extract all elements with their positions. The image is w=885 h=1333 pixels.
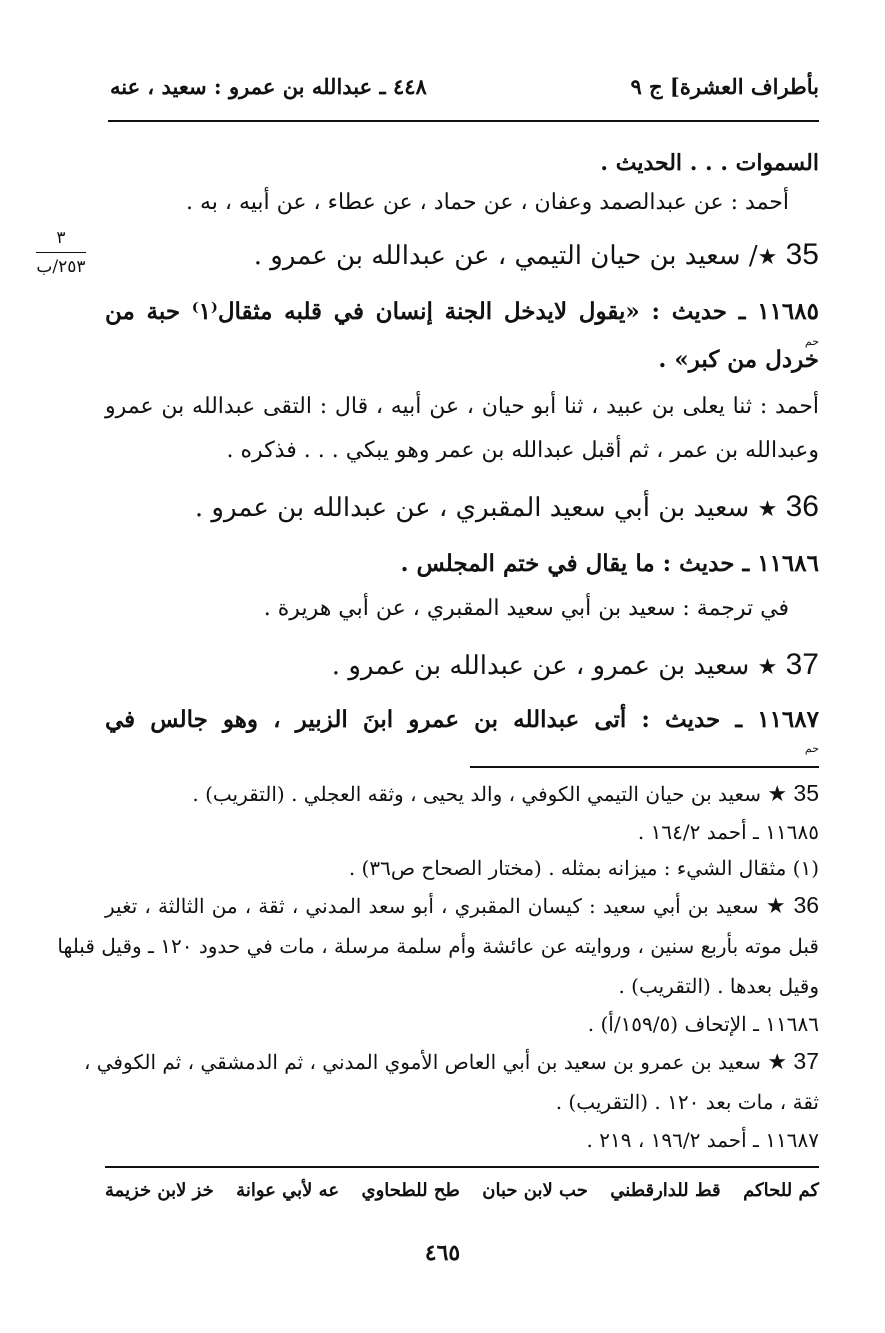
legend-item: طح للطحاوي [361, 1180, 460, 1201]
footnote-text: سعيد بن عمرو بن سعيد بن أبي العاص الأموي المدني ، ثم الدمشقي ، ثم الكوفي ، [83, 1050, 761, 1074]
entry-text: سعيد بن أبي سعيد المقبري ، عن عبدالله بن عمرو . [194, 493, 750, 523]
footnote-text: سعيد بن أبي سعيد : كيسان المقبري ، أبو سعد المدني ، ثقة ، من الثالثة ، تغير [105, 894, 759, 918]
legend-item: كم للحاكم [743, 1180, 819, 1201]
ahmad-line-a: أحمد : ثنا يعلى بن عبيد ، ثنا أبو حيان ، عن أبيه ، قال : التقى عبدالله بن عمرو [105, 394, 819, 419]
star-icon: ★ [757, 245, 778, 270]
star-icon: ★ [757, 497, 778, 522]
margin-note-divider [36, 252, 86, 253]
star-icon: ★ [767, 1050, 788, 1075]
hadith-11687: ١١٦٨٧ ـ حديث : أتى عبدالله بن عمرو ابنَ الزبير ، وهو جالس في [105, 706, 819, 733]
entry-number: 36 [785, 490, 819, 523]
body-line-2: أحمد : عن عبدالصمد وعفان ، عن حماد ، عن عطاء ، عن أبيه ، به . [185, 190, 789, 215]
legend-rule [105, 1166, 819, 1168]
footnote-rule [470, 766, 819, 768]
entry-36 [195, 490, 819, 524]
footnote-36-b: قبل موته بأربع سنين ، وروايته عن عائشة وأم سلمة مرسلة ، مات في حدود ١٢٠ ـ وقيل قبلها [57, 934, 819, 958]
footnote-number: 36 [793, 892, 820, 918]
source-mark-hm-2: حم [804, 742, 819, 755]
ahmad-line-b: وعبدالله بن عمر ، ثم أقبل عبدالله بن عمر وهو يبكي . . . فذكره . [226, 438, 819, 463]
footnote-36-a [105, 892, 819, 919]
footnote-11686: ١١٦٨٦ ـ الإتحاف (١٥٩/٥/أ) . [587, 1012, 819, 1036]
footnote-36-c: وقيل بعدها . (التقريب) . [618, 974, 819, 998]
margin-note-bottom: ٢٥٣/ب [36, 257, 86, 277]
entry-37 [332, 648, 819, 682]
margin-note-top: ٣ [56, 228, 66, 248]
abbreviation-legend [105, 1180, 819, 1201]
header-rule [108, 120, 819, 122]
hadith-11685-line-b: خردل من كبر» . [658, 346, 819, 373]
footnote-37-a [83, 1048, 819, 1075]
running-header-section: ٤٤٨ ـ عبدالله بن عمرو : سعيد ، عنه [110, 74, 427, 99]
entry-text: / سعيد بن حيان التيمي ، عن عبدالله بن عمرو . [253, 241, 758, 271]
star-icon: ★ [757, 655, 778, 680]
running-header-title: بأطراف العشرة] ج ٩ [630, 74, 819, 99]
footnote-11685: ١١٦٨٥ ـ أحمد ١٦٤/٢ . [637, 820, 819, 844]
footnote-11687: ١١٦٨٧ ـ أحمد ١٩٦/٢ ، ٢١٩ . [586, 1128, 819, 1152]
entry-number: 35 [785, 238, 819, 271]
legend-item: عه لأبي عوانة [236, 1180, 340, 1201]
entry-number: 37 [785, 648, 819, 681]
hadith-11686: ١١٦٨٦ ـ حديث : ما يقال في ختم المجلس . [400, 550, 819, 577]
footnote-number: 35 [793, 780, 819, 806]
tarjama-line: في ترجمة : سعيد بن أبي سعيد المقبري ، عن أبي هريرة . [263, 596, 789, 621]
body-line-1: السموات . . . الحديث . [600, 150, 819, 176]
star-icon: ★ [765, 894, 787, 919]
footnote-number: 37 [793, 1048, 819, 1074]
star-icon: ★ [767, 782, 788, 807]
margin-manuscript-note [30, 228, 92, 277]
footnote-37-b: ثقة ، مات بعد ١٢٠ . (التقريب) . [555, 1090, 819, 1114]
page-number: ٤٦٥ [424, 1240, 461, 1266]
source-mark-hm: حم [804, 335, 819, 348]
legend-item: قط للدارقطني [610, 1180, 721, 1201]
footnote-35 [192, 780, 819, 807]
entry-35 [254, 238, 819, 272]
entry-text: سعيد بن عمرو ، عن عبدالله بن عمرو . [331, 651, 750, 681]
footnote-1: (١) مثقال الشيء : ميزانه بمثله . (مختار الصحاح ص٣٦) . [348, 856, 819, 880]
hadith-11685-line-a: ١١٦٨٥ ـ حديث : «يقول لايدخل الجنة إنسان في قلبه مثقال⁽١⁾ حبة من [105, 298, 819, 325]
footnote-text: سعيد بن حيان التيمي الكوفي ، والد يحيى ، وثقه العجلي . (التقريب) . [192, 782, 761, 806]
legend-item: حب لابن حبان [482, 1180, 588, 1201]
legend-item: خز لابن خزيمة [105, 1180, 214, 1201]
